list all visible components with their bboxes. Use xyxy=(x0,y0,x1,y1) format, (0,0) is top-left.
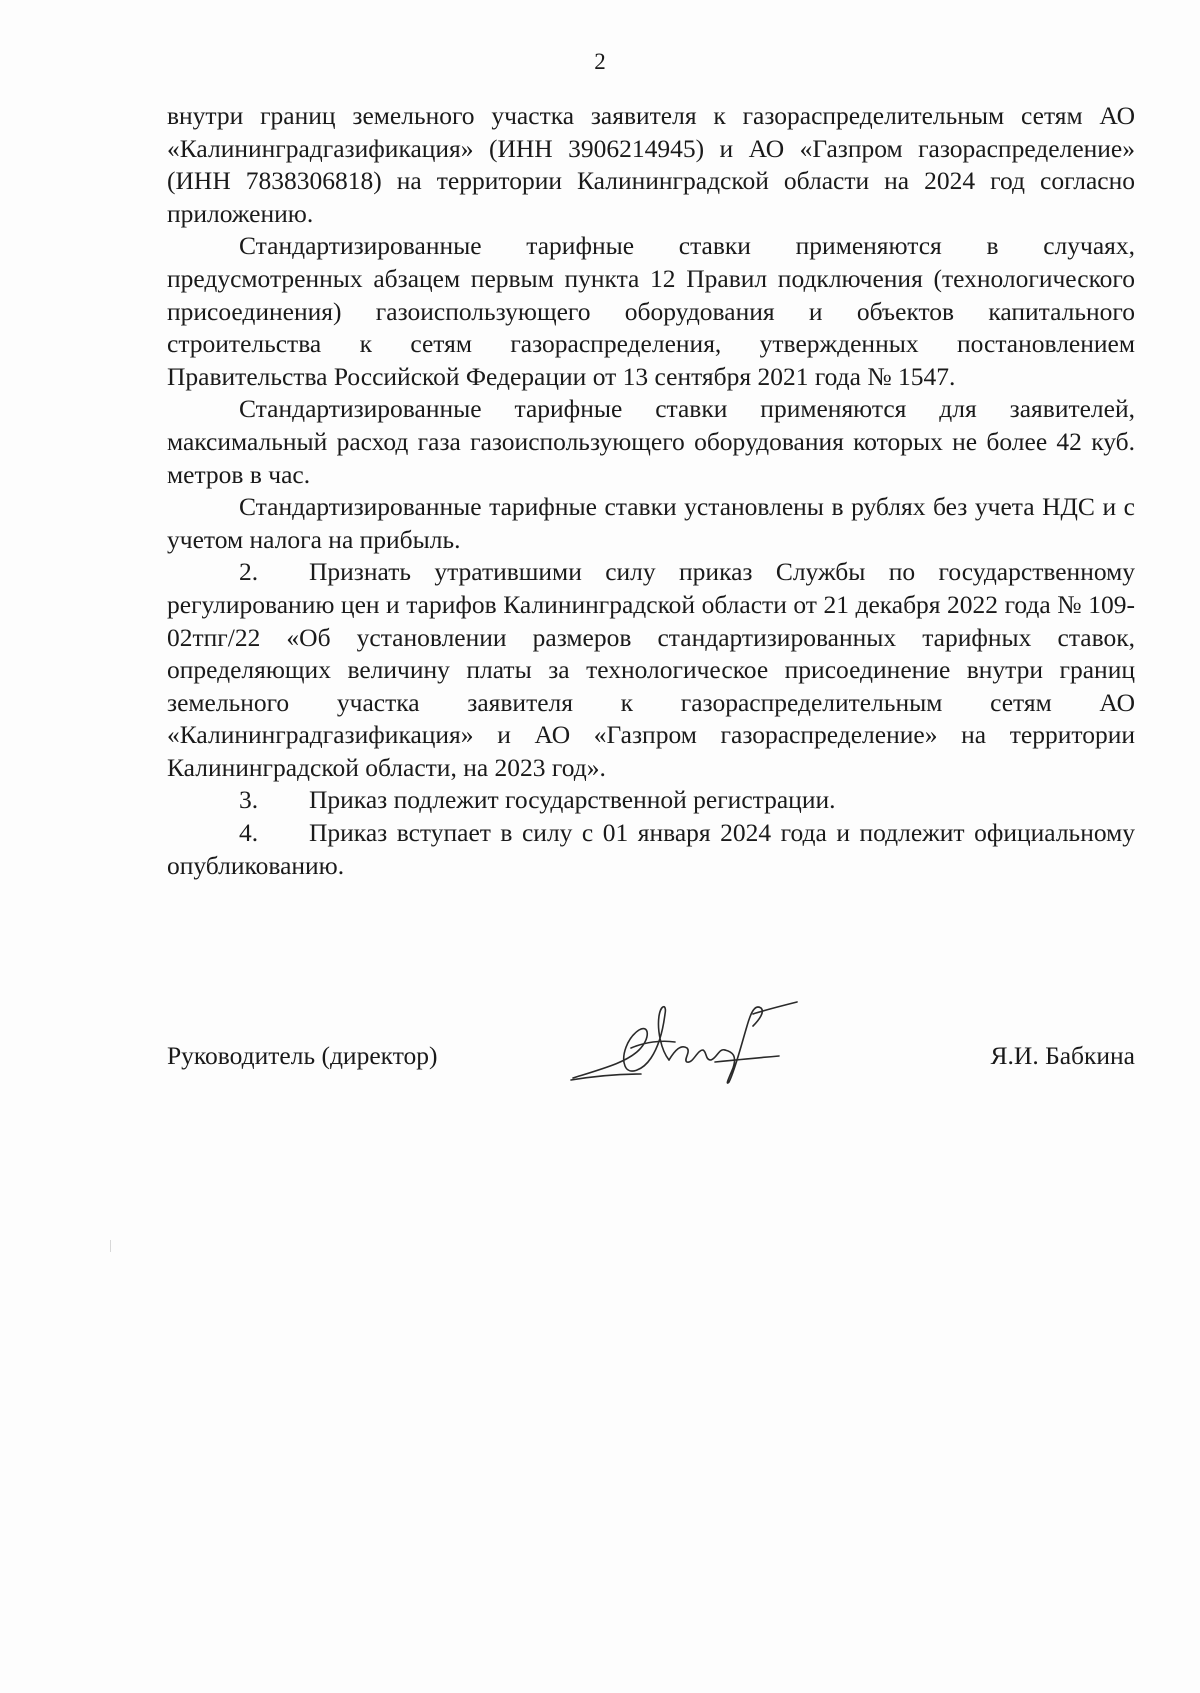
page-number: 2 xyxy=(594,49,606,74)
paragraph-tariff-currency: Стандартизированные тарифные ставки установлены в рублях без учета НДС и с учетом налога на прибыль. xyxy=(167,492,1135,554)
signer-name: Я.И. Бабкина xyxy=(990,1041,1135,1070)
paragraph-tariff-cases: Стандартизированные тарифные ставки применяются в случаях, предусмотренных абзацем первым пункта 12 Правил подключения (технологического присоединения) газоиспользующего оборудования и объектов капитального строительства к сетям газораспределения, утвержденных постановлением Правительства Российской Федерации от 13 сентября 2021 года № 1547. xyxy=(167,231,1135,391)
handwritten-signature-icon xyxy=(565,990,805,1100)
paragraph-tariff-applicants: Стандартизированные тарифные ставки применяются для заявителей, максимальный расход газа газоиспользующего оборудования которых не более 42 куб. метров в час. xyxy=(167,394,1135,489)
item-number: 4. xyxy=(239,818,259,848)
item-3 xyxy=(167,784,1135,817)
item-number: 3. xyxy=(239,785,259,815)
item-text: Приказ вступает в силу с 01 января 2024 года и подлежит официальному опубликованию. xyxy=(167,818,1135,880)
item-2 xyxy=(167,556,1135,784)
paragraph-continuation: внутри границ земельного участка заявителя к газораспределительным сетям АО «Калининградгазификация» (ИНН 3906214945) и АО «Газпром газораспределение» (ИНН 7838306818) на территории Калининградской области на 2024 год согласно приложению. xyxy=(167,101,1135,228)
item-text: Признать утратившими силу приказ Службы по государственному регулированию цен и тарифов Калининградской области от 21 декабря 2022 года № 109-02тпг/22 «Об установлении размеров стандартизированных тарифных ставок, определяющих величину платы за технологическое присоединение внутри границ земельного участка заявителя к газораспределительным сетям АО «Калининградгазификация» и АО «Газпром газораспределение» на территории Калининградской области, на 2023 год». xyxy=(167,557,1135,782)
item-4 xyxy=(167,817,1135,882)
document-body xyxy=(167,100,1135,882)
item-text: Приказ подлежит государственной регистрации. xyxy=(309,785,836,815)
item-number: 2. xyxy=(239,557,259,587)
scan-speck xyxy=(110,1240,111,1252)
signer-position: Руководитель (директор) xyxy=(167,1041,438,1070)
